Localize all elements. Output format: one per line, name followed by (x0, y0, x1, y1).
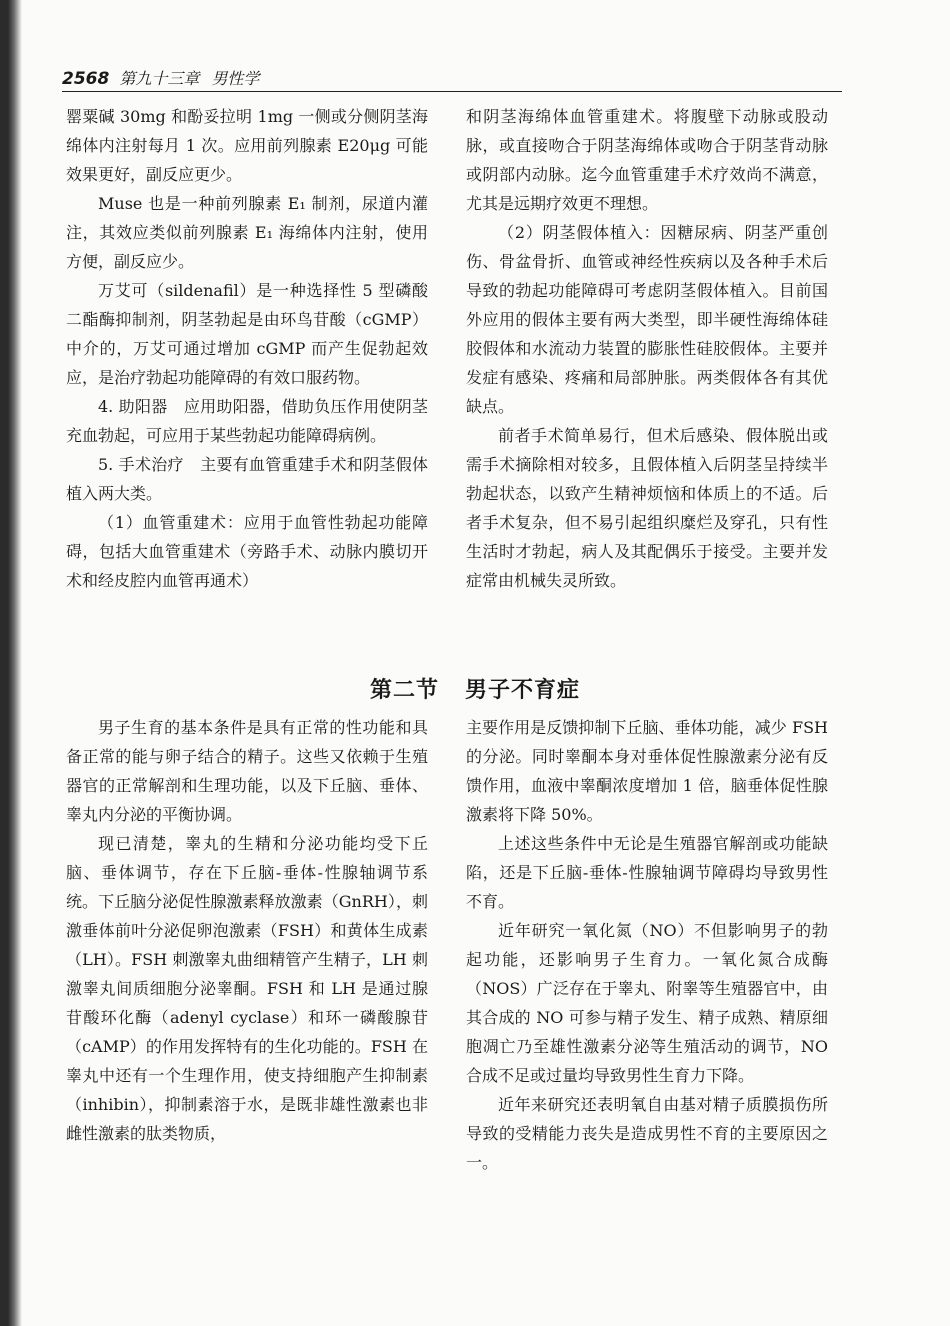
paragraph: 男子生育的基本条件是具有正常的性功能和具备正常的能与卵子结合的精子。这些又依赖于生殖器官的正常解剖和生理功能，以及下丘脑、垂体、睾丸内分泌的平衡协调。 (66, 718, 428, 824)
running-head (62, 66, 842, 90)
paragraph: Muse 也是一种前列腺素 E₁ 制剂，尿道内灌注，其效应类似前列腺素 E₁ 海绵体内注射，使用方便，副反应少。 (66, 194, 428, 271)
paragraph: 上述这些条件中无论是生殖器官解剖或功能缺陷，还是下丘脑-垂体-性腺轴调节障碍均导致男性不育。 (466, 834, 828, 911)
page-number: 2568 (62, 69, 110, 89)
scan-edge (0, 0, 22, 1326)
section-title: 男子不育症 (465, 678, 581, 703)
paragraph: （2）阴茎假体植入：因糖尿病、阴茎严重创伤、骨盆骨折、血管或神经性疾病以及各种手术后导致的勃起功能障碍可考虑阴茎假体植入。目前国外应用的假体主要有两大类型，即半硬性海绵体硅胶假体和水流动力装置的膨胀性硅胶假体。主要并发症有感染、疼痛和局部肿胀。两类假体各有其优缺点。 (466, 223, 828, 416)
paragraph: 近年研究一氧化氮（NO）不但影响男子的勃起功能，还影响男子生育力。一氧化氮合成酶（NOS）广泛存在于睾丸、附睾等生殖器官中，由其合成的 NO 可参与精子发生、精子成熟、精原细胞凋亡乃至雄性激素分泌等生殖活动的调节，NO 合成不足或过量均导致男性生育力下降。 (466, 921, 828, 1085)
paragraph: 4. 助阳器 应用助阳器，借助负压作用使阴茎充血勃起，可应用于某些勃起功能障碍病例。 (66, 397, 428, 445)
paragraph: 现已清楚，睾丸的生精和分泌功能均受下丘脑、垂体调节，存在下丘脑-垂体-性腺轴调节系统。下丘脑分泌促性腺激素释放激素（GnRH），刺激垂体前叶分泌促卵泡激素（FSH）和黄体生成素（LH）。FSH 刺激睾丸曲细精管产生精子，LH 刺激睾丸间质细胞分泌睾酮。FSH 和 LH 是通过腺苷酸环化酶（adenyl cyclase）和环一磷酸腺苷（cAMP）的作用发挥特有的生化功能的。FSH 在睾丸中还有一个生理作用，使支持细胞产生抑制素（inhibin），抑制素溶于水，是既非雄性激素也非雌性激素的肽类物质， (66, 834, 428, 1143)
paragraph: 近年来研究还表明氧自由基对精子质膜损伤所导致的受精能力丧失是造成男性不育的主要原因之一。 (466, 1095, 828, 1172)
section-heading (0, 673, 950, 704)
header-rule (62, 91, 842, 92)
paragraph: 罂粟碱 30mg 和酚妥拉明 1mg 一侧或分侧阴茎海绵体内注射每月 1 次。应用前列腺素 E20μg 可能效果更好，副反应更少。 (66, 107, 428, 184)
upper-right-column (466, 102, 828, 595)
paragraph: 5. 手术治疗 主要有血管重建手术和阴茎假体植入两大类。 (66, 455, 428, 503)
subject-label: 男性学 (211, 69, 260, 88)
paragraph: 主要作用是反馈抑制下丘脑、垂体功能，减少 FSH 的分泌。同时睾酮本身对垂体促性腺激素分泌有反馈作用，血液中睾酮浓度增加 1 倍，脑垂体促性腺激素将下降 50%。 (466, 718, 828, 824)
paragraph: 前者手术简单易行，但术后感染、假体脱出或需手术摘除相对较多，且假体植入后阴茎呈持续半勃起状态，以致产生精神烦恼和体质上的不适。后者手术复杂，但不易引起组织糜烂及穿孔，只有性生活时才勃起，病人及其配偶乐于接受。主要并发症常由机械失灵所致。 (466, 426, 828, 590)
upper-left-column (66, 102, 428, 595)
paragraph: 和阴茎海绵体血管重建术。将腹壁下动脉或股动脉，或直接吻合于阴茎海绵体或吻合于阴茎背动脉或阴部内动脉。迄今血管重建手术疗效尚不满意，尤其是远期疗效更不理想。 (466, 107, 828, 213)
paragraph: 万艾可（sildenafil）是一种选择性 5 型磷酸二酯酶抑制剂，阴茎勃起是由环鸟苷酸（cGMP）中介的，万艾可通过增加 cGMP 而产生促勃起效应，是治疗勃起功能障碍的有效口服药物。 (66, 281, 428, 387)
paragraph: （1）血管重建术：应用于血管性勃起功能障碍，包括大血管重建术（旁路手术、动脉内膜切开术和经皮腔内血管再通术） (66, 513, 428, 590)
chapter-label: 第九十三章 (119, 69, 200, 88)
lower-right-column (466, 713, 828, 1177)
section-number: 第二节 (369, 678, 439, 703)
lower-left-column (66, 713, 428, 1148)
